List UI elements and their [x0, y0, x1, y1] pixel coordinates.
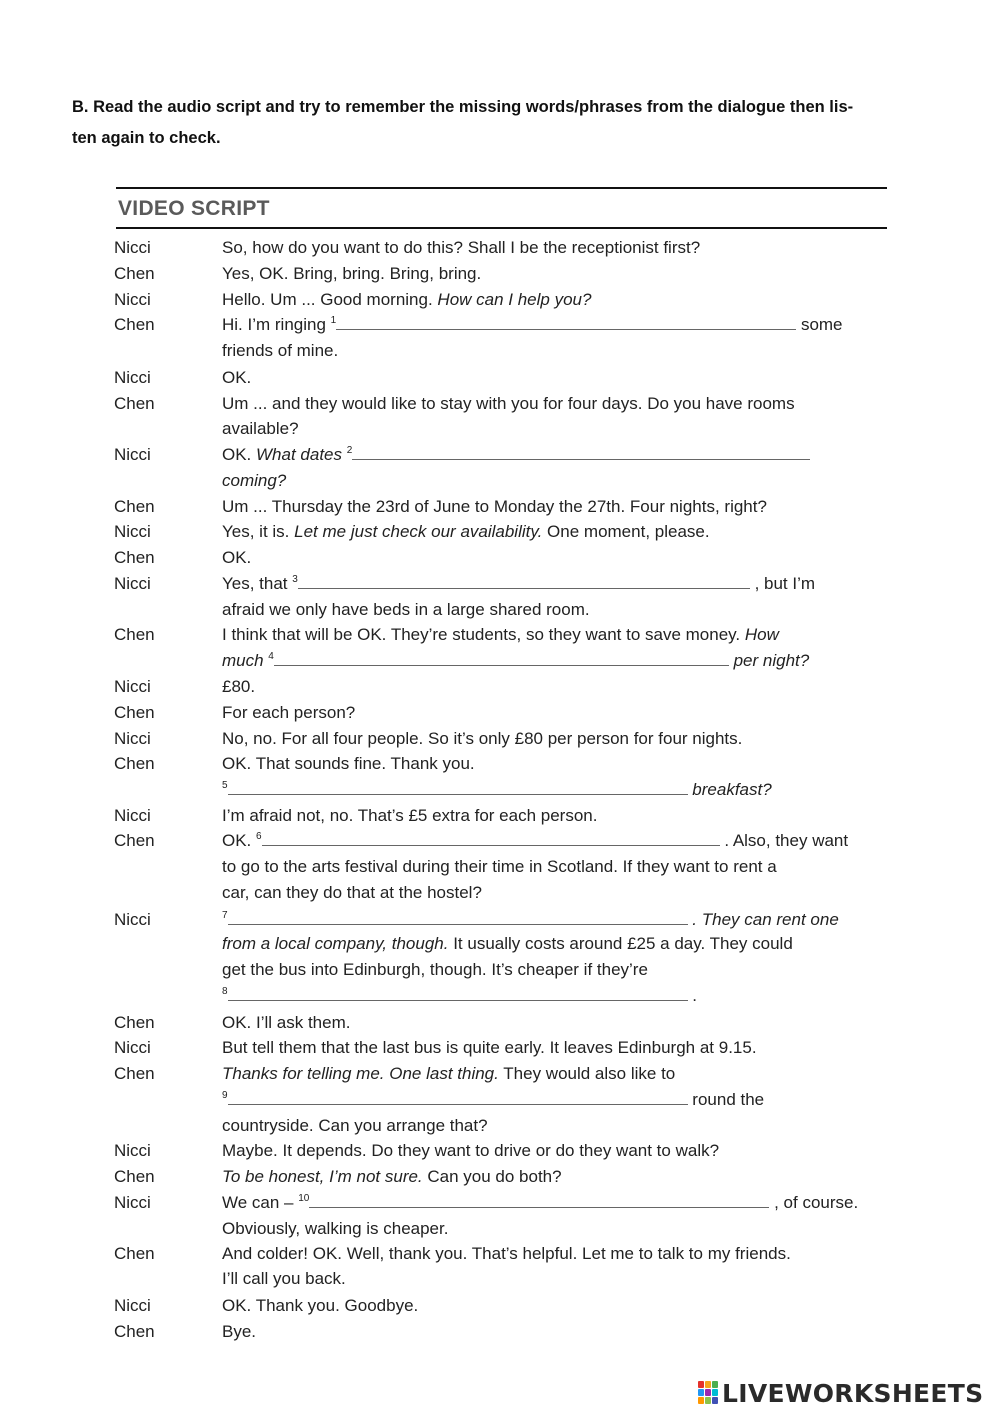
dialogue-line: I’ll call you back. [222, 1269, 346, 1288]
answer-blank-9[interactable] [228, 1089, 688, 1105]
speaker-nicci: Nicci [114, 522, 151, 541]
dialogue-line: $^9$ round the [222, 1090, 765, 1109]
answer-blank-4[interactable] [274, 650, 729, 666]
speaker-chen: Chen [114, 548, 155, 567]
speaker-nicci: Nicci [114, 1141, 151, 1160]
logo-grid-icon [698, 1381, 720, 1405]
dialogue-line: Um ... and they would like to stay with you for four days. Do you have rooms [222, 394, 795, 413]
dialogue-line: But tell them that the last bus is quite early. It leaves Edinburgh at 9.15. [222, 1038, 757, 1057]
dialogue-line: available? [222, 419, 299, 438]
dialogue-line: Hello. Um ... Good morning. How can I help you? [222, 290, 592, 309]
speaker-chen: Chen [114, 703, 155, 722]
speaker-nicci: Nicci [114, 290, 151, 309]
speaker-chen: Chen [114, 1322, 155, 1341]
dialogue-line: get the bus into Edinburgh, though. It’s cheaper if they’re [222, 960, 648, 979]
answer-blank-2[interactable] [352, 444, 810, 460]
speaker-chen: Chen [114, 1244, 155, 1263]
speaker-nicci: Nicci [114, 368, 151, 387]
dialogue-line: $^7$ . They can rent one [222, 910, 839, 929]
dialogue-line: OK. [222, 548, 252, 567]
instruction-text: B. Read the audio script and try to remember the missing words/phrases from the dialogue then lis- ten again to check. [72, 98, 854, 147]
dialogue-line: $^8$ . [222, 986, 698, 1005]
dialogue-line: OK. [222, 368, 252, 387]
dialogue-line: $^5$ breakfast? [222, 780, 772, 799]
dialogue-line: And colder! OK. Well, thank you. That’s helpful. Let me to talk to my friends. [222, 1244, 791, 1263]
dialogue-line: To be honest, I’m not sure. Can you do both? [222, 1167, 562, 1186]
speaker-chen: Chen [114, 264, 155, 283]
dialogue-line: OK. Thank you. Goodbye. [222, 1296, 419, 1315]
speaker-chen: Chen [114, 1064, 155, 1083]
speaker-chen: Chen [114, 1013, 155, 1032]
speaker-chen: Chen [114, 1167, 155, 1186]
answer-blank-1[interactable] [336, 314, 796, 330]
speaker-chen: Chen [114, 831, 155, 850]
dialogue-line: OK. $^6$ . Also, they want [222, 831, 849, 850]
dialogue-line: Um ... Thursday the 23rd of June to Monday the 27th. Four nights, right? [222, 497, 767, 516]
speaker-nicci: Nicci [114, 806, 151, 825]
speaker-chen: Chen [114, 625, 155, 644]
dialogue-line: to go to the arts festival during their time in Scotland. If they want to rent a [222, 857, 777, 876]
dialogue-line: from a local company, though. It usually costs around £25 a day. They could [222, 934, 793, 953]
answer-blank-3[interactable] [298, 573, 750, 589]
dialogue-line: No, no. For all four people. So it’s only £80 per person for four nights. [222, 729, 743, 748]
speaker-nicci: Nicci [114, 729, 151, 748]
dialogue-line: I’m afraid not, no. That’s £5 extra for each person. [222, 806, 598, 825]
script-title: VIDEO SCRIPT [118, 197, 270, 220]
speaker-chen: Chen [114, 394, 155, 413]
speaker-nicci: Nicci [114, 1038, 151, 1057]
answer-blank-6[interactable] [262, 830, 720, 846]
answer-blank-10[interactable] [309, 1192, 769, 1208]
dialogue-line: Bye. [222, 1322, 257, 1341]
dialogue-line: Maybe. It depends. Do they want to drive or do they want to walk? [222, 1141, 720, 1160]
dialogue-line: much $^4$ per night? [222, 651, 810, 670]
speaker-nicci: Nicci [114, 238, 151, 257]
speaker-chen: Chen [114, 497, 155, 516]
dialogue-line: Obviously, walking is cheaper. [222, 1219, 449, 1238]
speaker-nicci: Nicci [114, 910, 151, 929]
dialogue-line: So, how do you want to do this? Shall I be the receptionist first? [222, 238, 701, 257]
top-rule [116, 187, 887, 189]
dialogue-line: Hi. I’m ringing $^1$ some [222, 315, 843, 334]
dialogue-line: Yes, that $^3$ , but I’m [222, 574, 816, 593]
dialogue-line: We can – $^{10}$ , of course. [222, 1193, 859, 1212]
dialogue-line: car, can they do that at the hostel? [222, 883, 482, 902]
dialogue-line: Yes, it is. Let me just check our availability. One moment, please. [222, 522, 710, 541]
dialogue-line: OK. What dates $^2$ [222, 444, 810, 466]
dialogue-line: I think that will be OK. They’re students, so they want to save money. How [222, 625, 779, 644]
speaker-nicci: Nicci [114, 445, 151, 464]
speaker-nicci: Nicci [114, 1296, 151, 1315]
speaker-chen: Chen [114, 315, 155, 334]
liveworksheets-logo[interactable] [698, 1378, 983, 1408]
logo-text: LIVEWORKSHEETS [722, 1378, 984, 1408]
dialogue-line: OK. That sounds fine. Thank you. [222, 754, 475, 773]
dialogue-line: Thanks for telling me. One last thing. They would also like to [222, 1064, 676, 1083]
dialogue-line: OK. I’ll ask them. [222, 1013, 351, 1032]
dialogue-line: countryside. Can you arrange that? [222, 1116, 488, 1135]
dialogue-line: £80. [222, 677, 256, 696]
dialogue-line: afraid we only have beds in a large shared room. [222, 600, 590, 619]
answer-blank-8[interactable] [228, 985, 688, 1001]
speaker-nicci: Nicci [114, 1193, 151, 1212]
dialogue-line: friends of mine. [222, 341, 339, 360]
answer-blank-5[interactable] [228, 779, 688, 795]
speaker-chen: Chen [114, 754, 155, 773]
answer-blank-7[interactable] [228, 909, 688, 925]
dialogue-line: Yes, OK. Bring, bring. Bring, bring. [222, 264, 482, 283]
dialogue-line: coming? [222, 471, 287, 490]
speaker-nicci: Nicci [114, 677, 151, 696]
title-rule [116, 227, 887, 229]
speaker-nicci: Nicci [114, 574, 151, 593]
dialogue-line: For each person? [222, 703, 356, 722]
